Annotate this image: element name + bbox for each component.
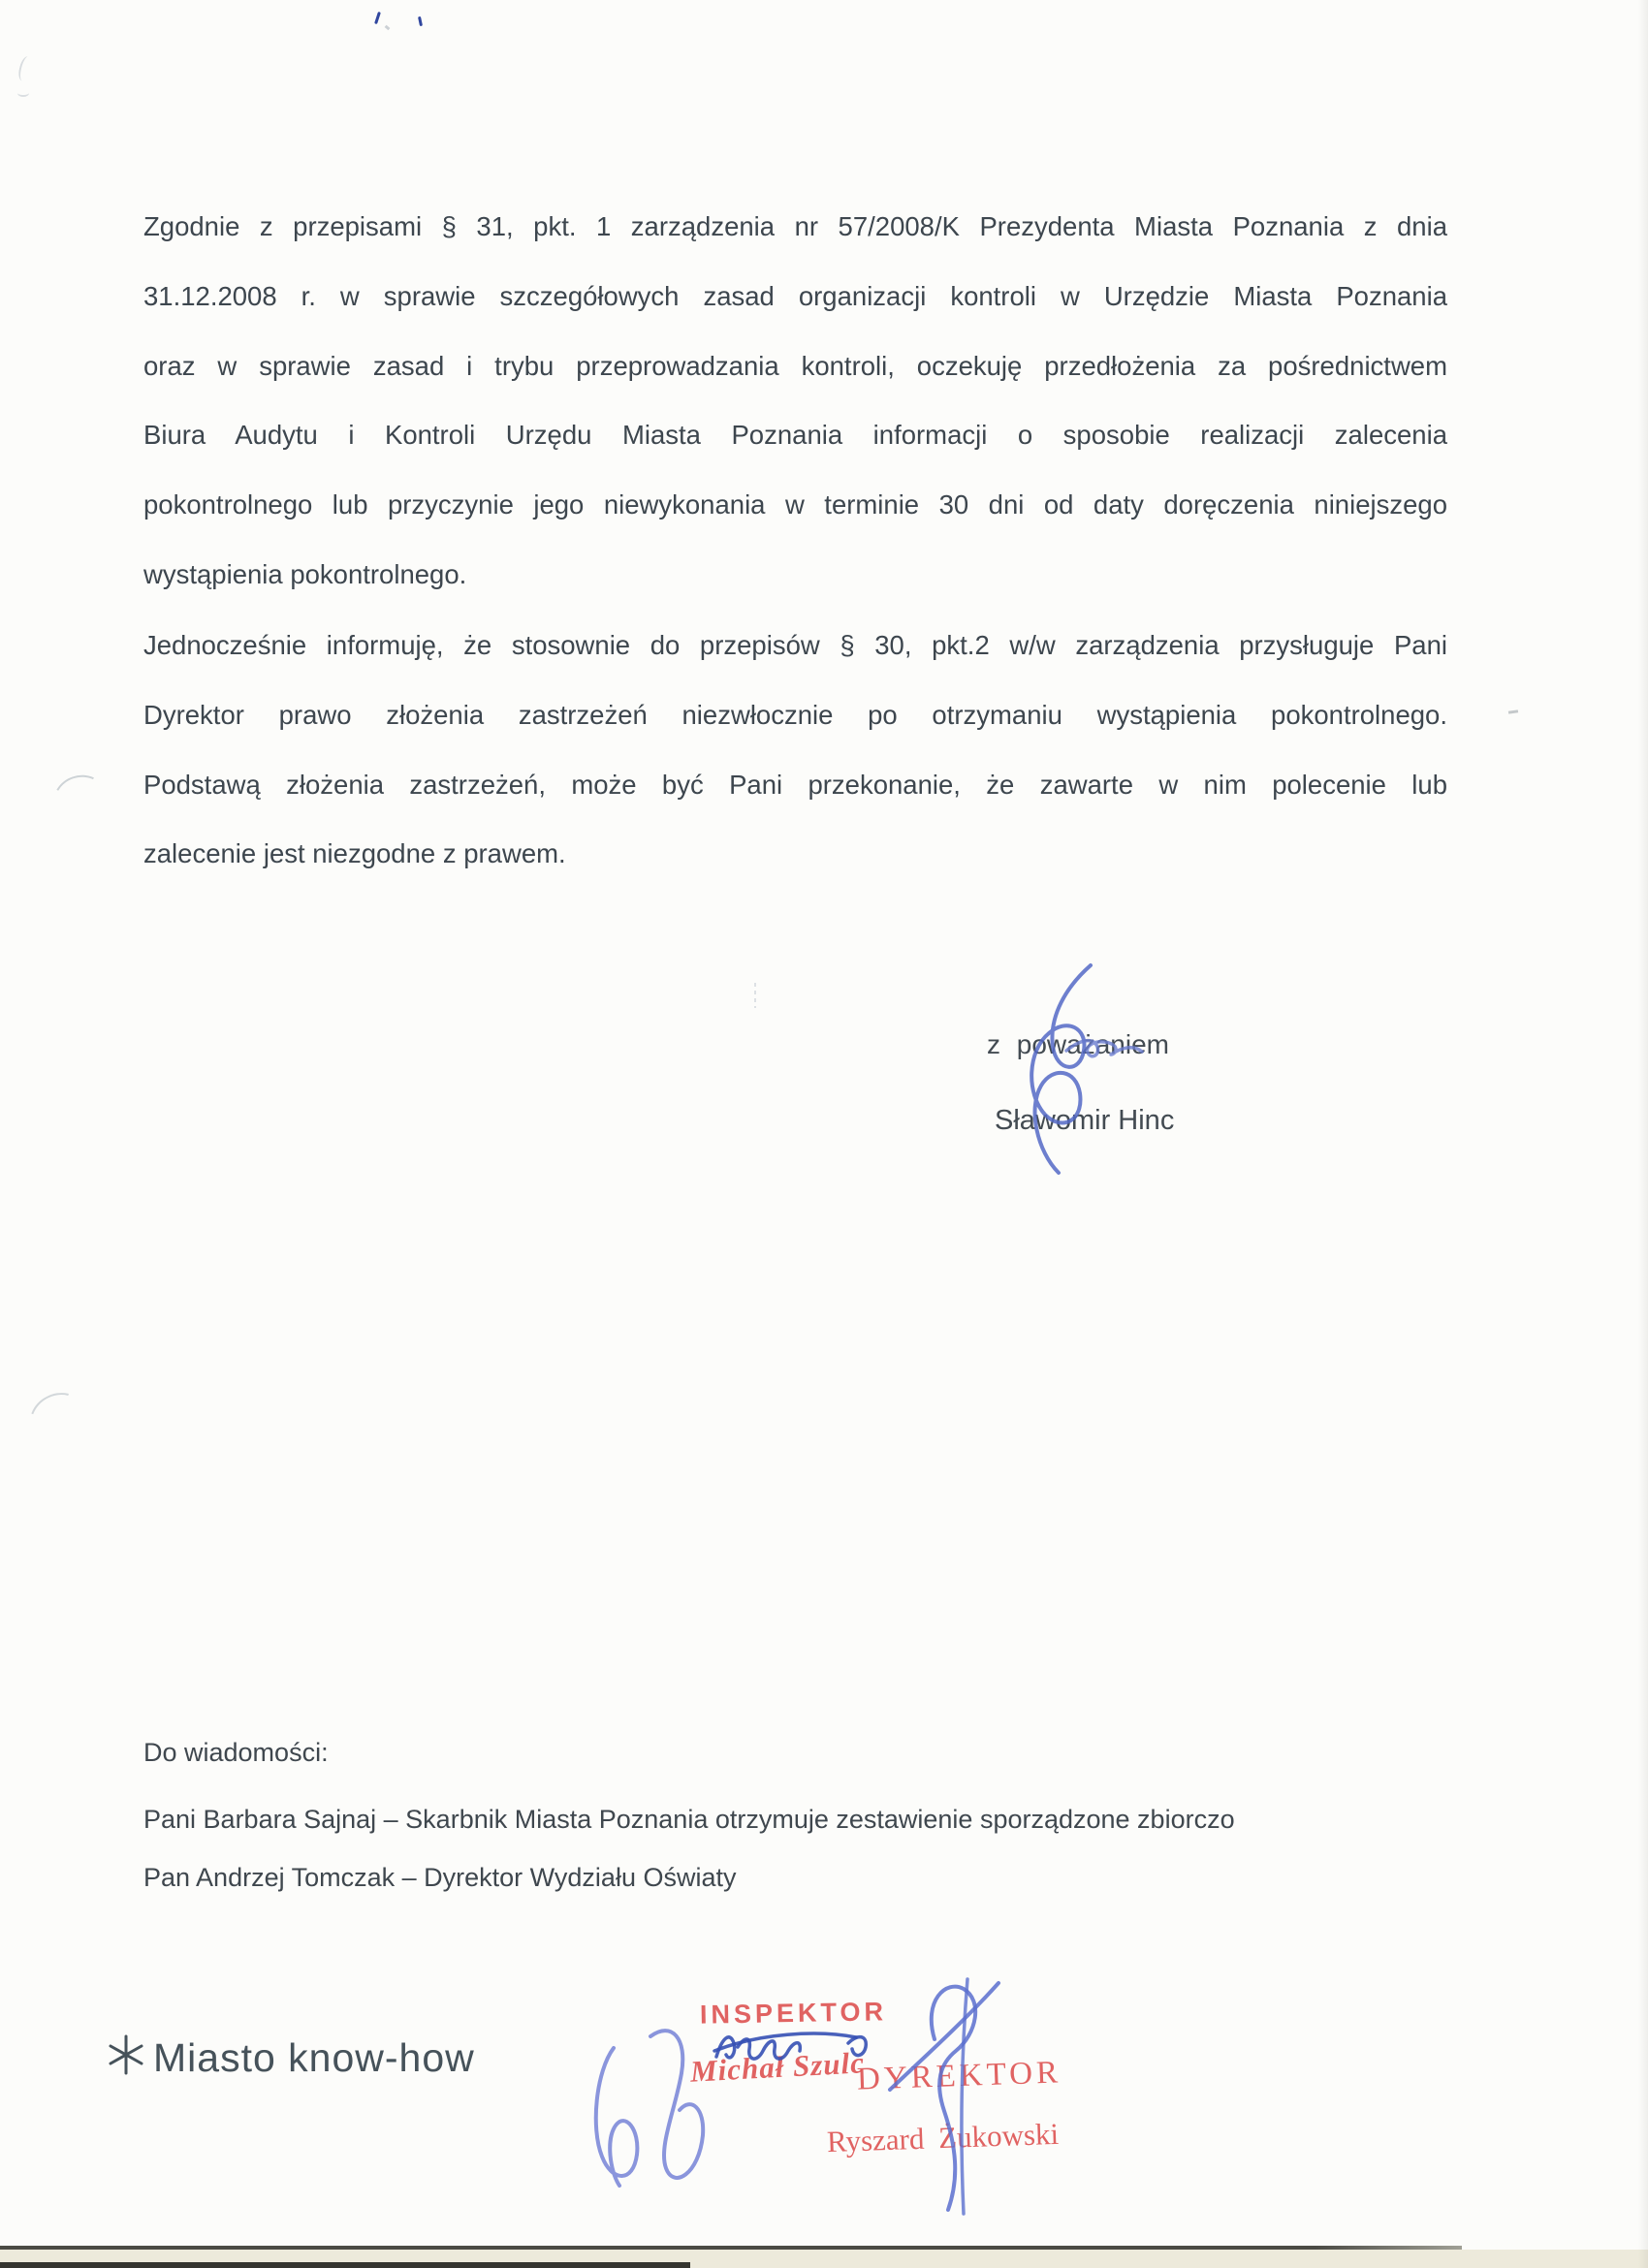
stamp-inspektor-title: INSPEKTOR xyxy=(699,1997,888,2030)
signature-ink-zukowski xyxy=(884,1973,1010,2216)
body-line: pokontrolnego lub przyczynie jego niewykonania w terminie 30 dni od daty doręczenia niniejszego xyxy=(143,489,1447,520)
body-line: Zgodnie z przepisami § 31, pkt. 1 zarządzenia nr 57/2008/K Prezydenta Miasta Poznania z dnia xyxy=(143,211,1447,241)
signature-ink-szulc xyxy=(711,2018,875,2076)
cc-label: Do wiadomości: xyxy=(143,1738,329,1767)
scan-smudge xyxy=(17,89,29,97)
punch-hole-shadow xyxy=(20,1383,95,1455)
scan-edge-line-bottom xyxy=(0,2262,690,2268)
stamp-dyrektor-name: Ryszard Żukowski xyxy=(826,2116,1060,2159)
cc-recipient: Pan Andrzej Tomczak – Dyrektor Wydziału Oświaty xyxy=(143,1863,737,1892)
body-line: Podstawą złożenia zastrzeżeń, może być Pani przekonanie, że zawarte w nim polecenie lub xyxy=(143,769,1447,800)
signer-name: Sławomir Hinc xyxy=(995,1105,1175,1136)
scan-smudge xyxy=(16,55,34,82)
paragraph-2 xyxy=(143,611,1447,889)
scan-speck xyxy=(1508,709,1518,713)
signature-hinc-ink xyxy=(998,958,1173,1190)
body-line: oraz w sprawie zasad i trybu przeprowadzania kontroli, oczekuję przedłożenia za pośrednictwem xyxy=(143,350,1447,381)
stamp-dyrektor-title: DYREKTOR xyxy=(856,2055,1062,2097)
stamp-inspektor-name: Michał Szulc xyxy=(689,2045,866,2089)
scan-edge-shade xyxy=(1638,0,1648,2268)
body-line: Jednocześnie informuję, że stosownie do przepisów § 30, pkt.2 w/w zarządzenia przysługuje Pani xyxy=(143,630,1447,660)
scan-speck xyxy=(385,25,391,31)
punch-hole-shadow xyxy=(48,769,114,832)
scan-speck xyxy=(754,983,756,1008)
ink-mark xyxy=(374,12,381,24)
body-line: Biura Audytu i Kontroli Urzędu Miasta Poznania informacji o sposobie realizacji zalecenia xyxy=(143,420,1447,451)
body-line: 31.12.2008 r. w sprawie szczegółowych zasad organizacji kontroli w Urzędzie Miasta Poznania xyxy=(143,280,1447,311)
paragraph-1 xyxy=(143,192,1447,610)
body-line: wystąpienia pokontrolnego. xyxy=(143,558,467,589)
body-line: Dyrektor prawo złożenia zastrzeżeń niezwłocznie po otrzymaniu wystąpienia pokontrolnego. xyxy=(143,699,1447,730)
logo-wordmark: Miasto know-how xyxy=(153,2035,475,2080)
asterisk-star-icon xyxy=(109,2033,143,2076)
cc-recipient: Pani Barbara Sajnaj – Skarbnik Miasta Poznania otrzymuje zestawienie sporządzone zbiorczo xyxy=(143,1805,1235,1834)
body-line: zalecenie jest niezgodne z prawem. xyxy=(143,838,566,869)
ink-mark xyxy=(418,16,423,26)
closing-phrase: z poważaniem xyxy=(987,1029,1169,1059)
miasto-know-how-logo xyxy=(109,2033,475,2081)
